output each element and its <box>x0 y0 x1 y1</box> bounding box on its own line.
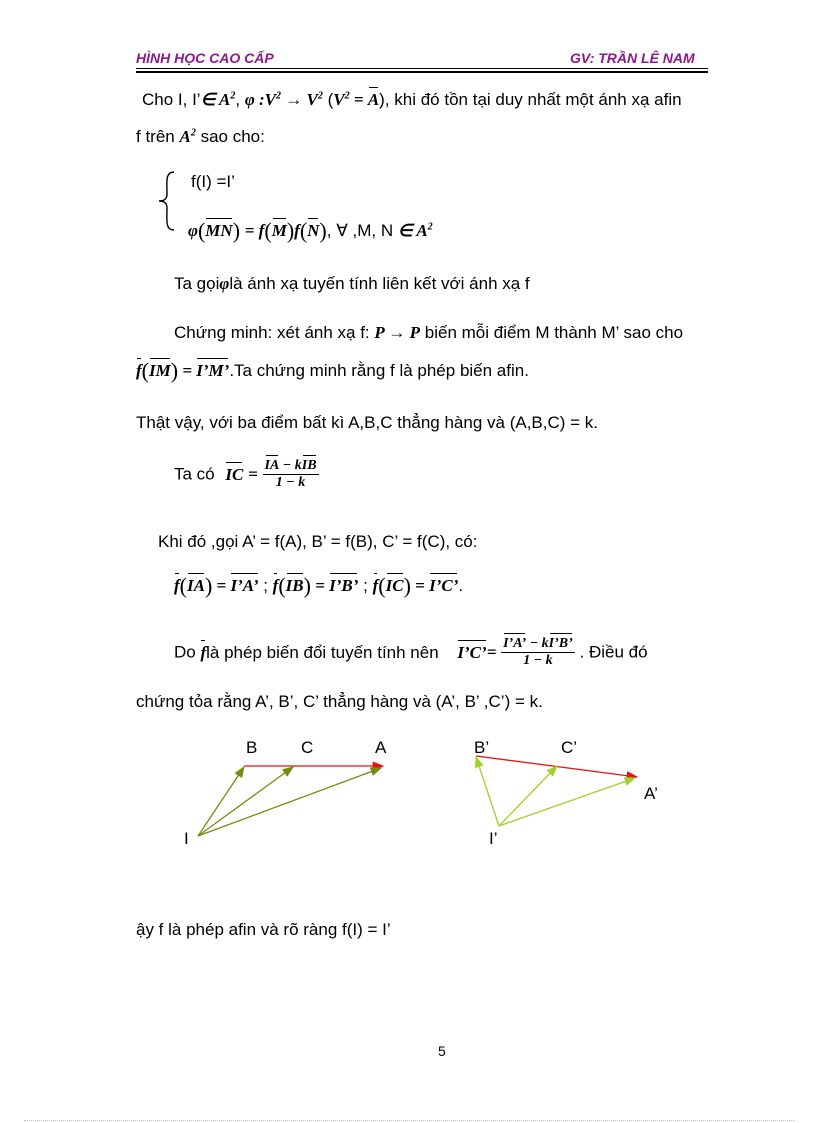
arrow-i-prime-c-prime <box>499 766 557 826</box>
bottom-dotted-rule <box>24 1120 794 1121</box>
paragraph-intro-line1: Cho I, I’∈ $A^2$, φ $:V^2 \to V^2$ $(V^2 = A)$, khi đó tồn tại duy nhất một ánh xạ afin <box>142 90 682 109</box>
fig2-label-i: I’ <box>489 829 498 848</box>
paragraph-definition: Ta gọiφlà ánh xạ tuyến tính liên kết với ánh xạ f <box>174 274 530 293</box>
linear-b: là phép biến đổi tuyến tính nên <box>206 642 439 662</box>
fig1-label-b: B <box>246 738 258 757</box>
system-line1: f(I) =I’ <box>191 172 235 191</box>
arrow-ib <box>198 767 244 836</box>
linear-c: . Điều đó <box>579 642 648 662</box>
figure-arrows <box>0 730 816 860</box>
linear-a: Do <box>174 642 196 662</box>
paragraph-proof-line2: f(IM) = I’M’.Ta chứng minh rằng f là phép biến afin. <box>136 358 529 383</box>
fig1-label-a: A <box>375 738 387 757</box>
definition-b: là ánh xạ tuyến tính liên kết với ánh xạ f <box>229 274 530 293</box>
fig2-label-c: C’ <box>561 738 578 757</box>
intro-text-c: , khi đó tồn tại duy nhất một ánh xạ afin <box>384 90 682 109</box>
intro-text-b: , <box>235 90 245 109</box>
definition-a: Ta gọi <box>174 274 220 293</box>
fig1-label-i: I <box>184 829 189 848</box>
paragraph-intro-line2: f trên $A^2$ sao cho: <box>136 127 265 146</box>
arrow-ia <box>198 768 381 836</box>
arrow-i-prime-b-prime <box>476 757 499 826</box>
intro-text-a: Cho I, I’ <box>142 90 201 109</box>
arrow-ic <box>198 767 293 836</box>
fig2-label-b: B’ <box>474 738 490 757</box>
arrow-i-prime-a-prime <box>499 778 635 826</box>
system-brace <box>156 170 180 232</box>
ta-co-text: Ta có <box>174 464 215 484</box>
paragraph-collinear: Thật vậy, với ba điểm bất kì A,B,C thẳng hàng và (A,B,C) = k. <box>136 413 599 432</box>
system-line2: φ(MN) = f(M)f(N), ∀ ,M, N ∈ $A^2$ <box>188 218 433 243</box>
fraction-i-c-prime: $\frac{I’A’ - kI’B’}{1 - k}$ <box>503 636 573 668</box>
fraction-ic: $\frac{\text{IA − kIB}}{1 - k}$ <box>264 458 317 490</box>
header-author: GV: TRẦN LÊ NAM <box>570 50 695 66</box>
paragraph-ta-co: Ta có IC = $\frac{\text{IA − kIB}}{1 - k}$ <box>174 458 317 490</box>
paragraph-linear: Do flà phép biến đổi tuyến tính nên I’C’= $\frac{I’A’ - kI’B’}{1 - k}$ . Điều đó <box>174 636 648 668</box>
proof-c: .Ta chứng minh rằng f là phép biến afin. <box>229 361 529 380</box>
system-line2-tail: , ∀ ,M, N <box>326 221 394 240</box>
fig2-label-a: A’ <box>644 784 658 803</box>
header-rule-thick <box>136 71 708 73</box>
paragraph-images: Khi đó ,gọi A’ = f(A), B’ = f(B), C’ = f(C), có: <box>158 532 478 551</box>
fig1-label-c: C <box>301 738 314 757</box>
page-number: 5 <box>438 1043 446 1059</box>
proof-a: Chứng minh: xét ánh xạ f: <box>174 323 370 342</box>
intro-line2-a: f trên <box>136 127 175 146</box>
paragraph-final: ậy f là phép afin và rõ ràng f(I) = I’ <box>136 920 391 939</box>
paragraph-conclusion: chứng tỏa rằng A’, B’, C’ thẳng hàng và (A’, B’ ,C’) = k. <box>136 692 543 711</box>
proof-b: biến mỗi điểm M thành M’ sao cho <box>424 323 684 342</box>
header-rule <box>136 68 708 69</box>
intro-line2-b: sao cho: <box>200 127 265 146</box>
paragraph-proof-line1: Chứng minh: xét ánh xạ f: P → P biến mỗi điểm M thành M’ sao cho <box>174 323 684 342</box>
header-title: HÌNH HỌC CAO CẤP <box>136 50 274 66</box>
paragraph-image-vectors: f(IA) = I’A’ ; f(IB) = I’B’ ; f(IC) = I’C’. <box>174 573 464 598</box>
